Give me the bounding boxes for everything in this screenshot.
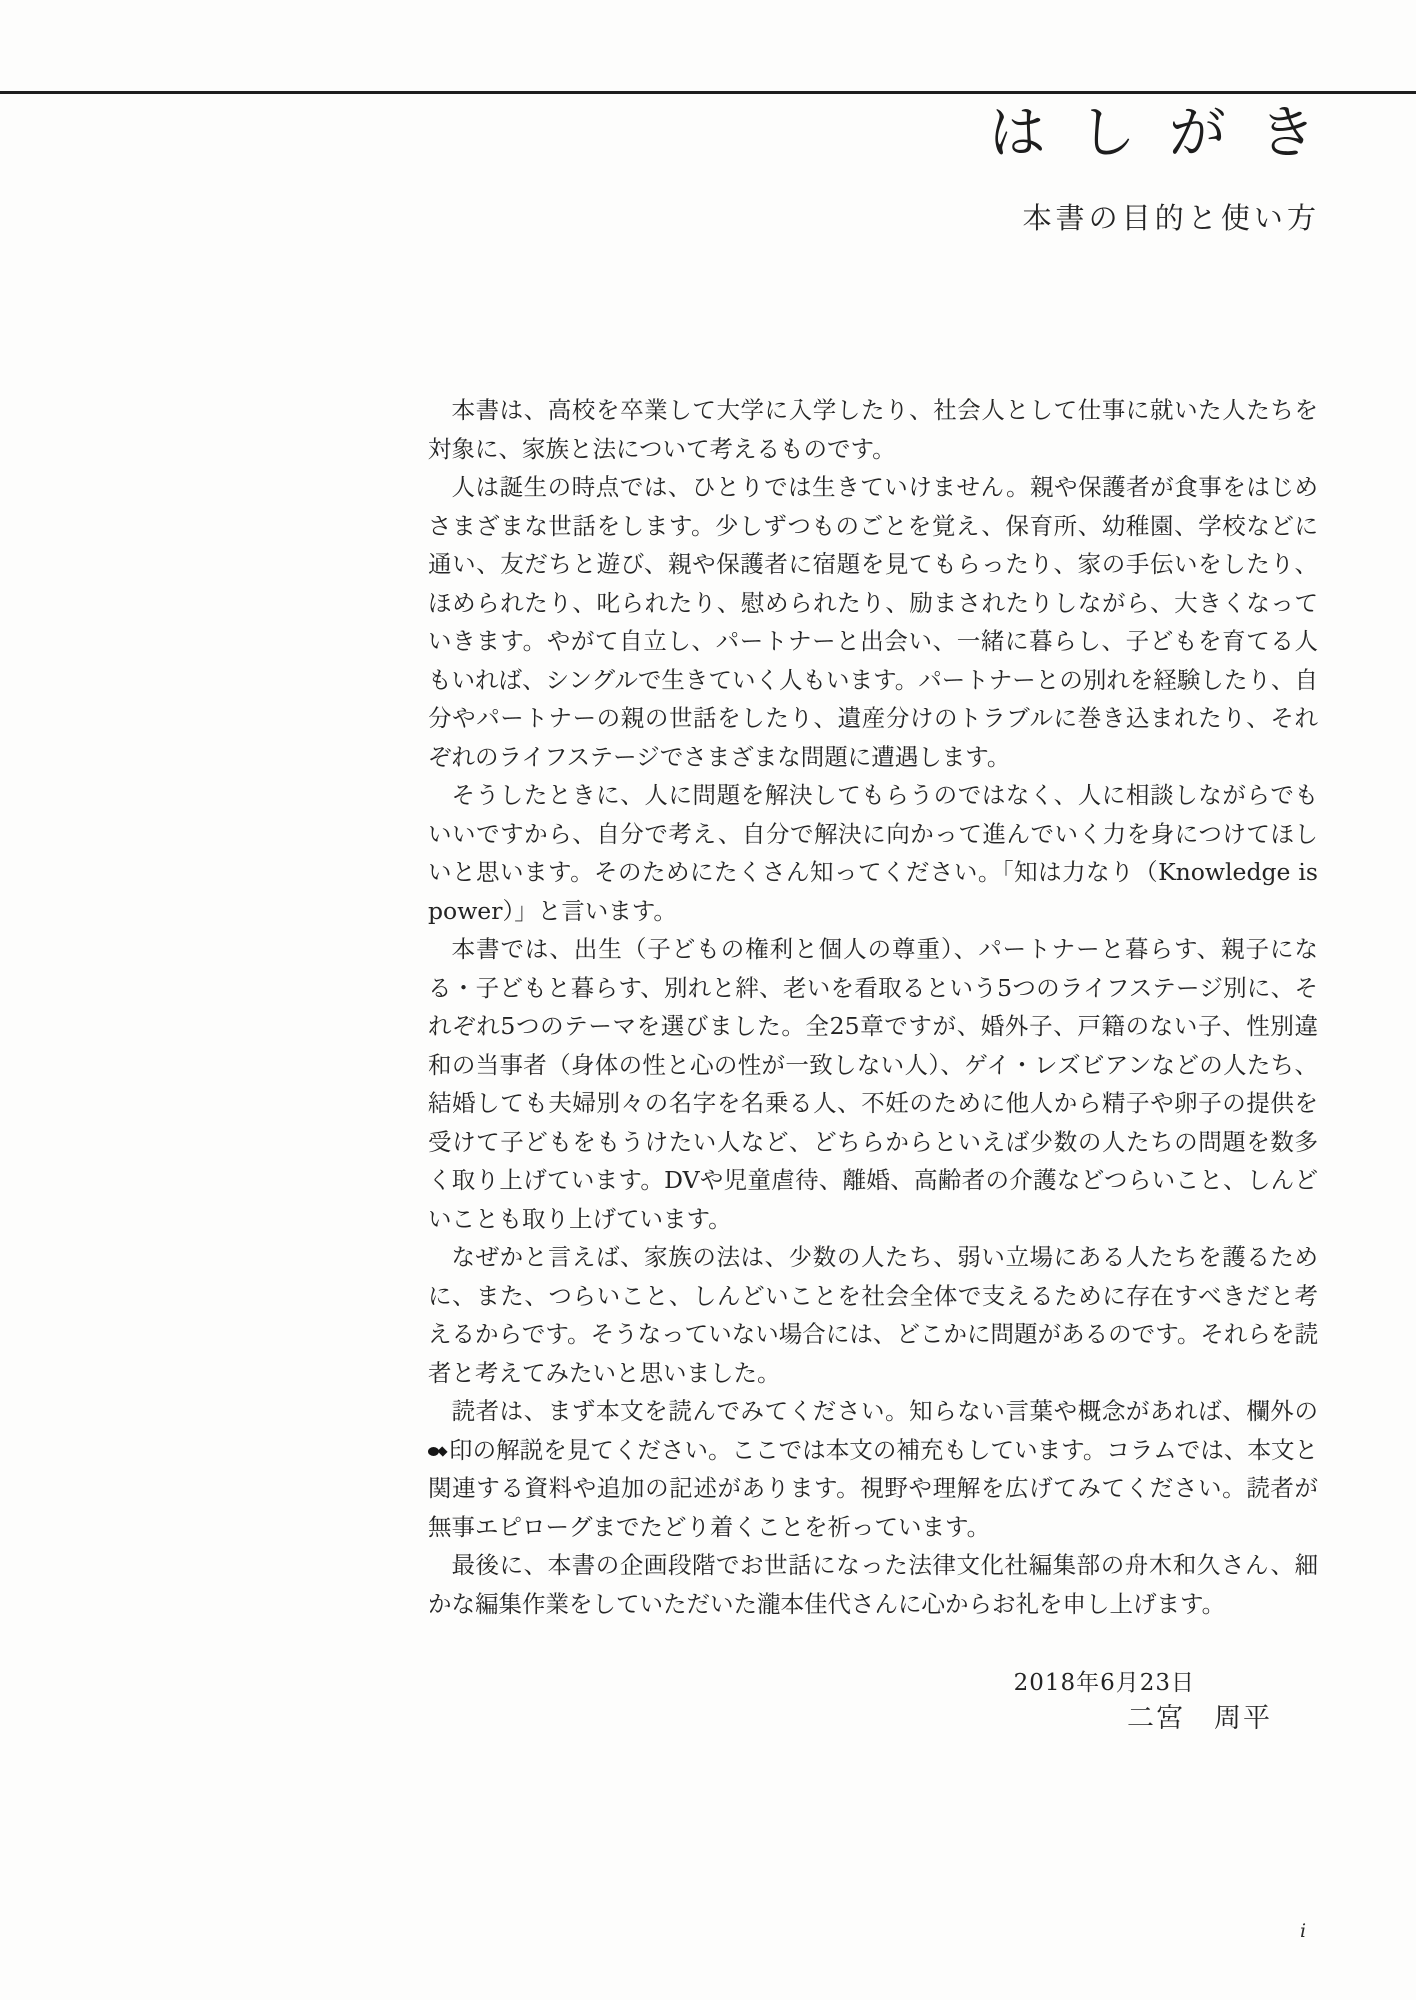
paragraph-knowledge-is-power: そうしたときに、人に問題を解決してもらうのではなく、人に相談しながらでもいいですから、自分で考え、自分で解決に向かって進んでいく力を身につけてほしいと思います。そのためにたくさん知ってください。「知は力なり（Knowledge is power）」と言います。 <box>428 781 1318 925</box>
header-rule <box>0 91 1416 94</box>
page-subtitle: 本書の目的と使い方 <box>1022 200 1321 235</box>
title-block <box>0 100 1350 237</box>
marker-arrowhead-shape <box>437 1446 447 1456</box>
paragraph-how-to-read <box>428 1392 1318 1546</box>
paragraph-text-after-marker: 印の解説を見てください。ここでは本文の補充もしています。コラムでは、本文と関連する資料や追加の記述があります。視野や理解を広げてみてください。読者が無事エピローグまでたどり着くことを祈っています。 <box>428 1435 1318 1541</box>
paragraph-text-before-marker: 読者は、まず本文を読んでみてください。知らない言葉や概念があれば、欄外の <box>451 1397 1318 1425</box>
paragraph-life-stages: 人は誕生の時点では、ひとりでは生きていけません。親や保護者が食事をはじめさまざまな世話をします。少しずつものごとを覚え、保育所、幼稚園、学校などに通い、友だちと遊び、親や保護者に宿題を見てもらったり、家の手伝いをしたり、ほめられたり、叱られたり、慰められたり、励まされたりしながら、大きくなっていきます。やがて自立し、パートナーと出会い、一緒に暮らし、子どもを育てる人もいれば、シングルで生きていく人もいます。パートナーとの別れを経験したり、自分やパートナーの親の世話をしたり、遺産分けのトラブルに巻き込まれたり、それぞれのライフステージでさまざまな問題に遭遇します。 <box>428 473 1318 771</box>
signature-date: 2018年6月23日 <box>1013 1670 1195 1696</box>
page-title: はしがき <box>988 100 1350 166</box>
body-text <box>428 391 1318 1623</box>
signature-author: 二宮 周平 <box>1127 1703 1272 1734</box>
paragraph-book-structure: 本書では、出生（子どもの権利と個人の尊重）、パートナーと暮らす、親子になる・子どもと暮らす、別れと絆、老いを看取るという5つのライフステージ別に、それぞれ5つのテーマを選びました。全25章ですが、婚外子、戸籍のない子、性別違和の当事者（身体の性と心の性が一致しない人）、ゲイ・レズビアンなどの人たち、結婚しても夫婦別々の名字を名乗る人、不妊のために他人から精子や卵子の提供を受けて子どもをもうけたい人など、どちらからといえば少数の人たちの問題を数多く取り上げています。DVや児童虐待、離婚、高齢者の介護などつらいこと、しんどいことも取り上げています。 <box>428 935 1318 1233</box>
paragraph-acknowledgements: 最後に、本書の企画段階でお世話になった法律文化社編集部の舟木和久さん、細かな編集作業をしていただいた瀧本佳代さんに心からお礼を申し上げます。 <box>428 1551 1318 1618</box>
paragraph-why-family-law: なぜかと言えば、家族の法は、少数の人たち、弱い立場にある人たちを護るために、また、つらいこと、しんどいことを社会全体で支えるために存在すべきだと考えるからです。そうなっていない場合には、どこかに問題があるのです。それらを読者と考えてみたいと思いました。 <box>428 1243 1318 1387</box>
page-number: i <box>1300 1920 1307 1942</box>
reference-arrow-marker-icon <box>428 1447 447 1456</box>
paragraph-intro: 本書は、高校を卒業して大学に入学したり、社会人として仕事に就いた人たちを対象に、家族と法について考えるものです。 <box>428 396 1318 463</box>
